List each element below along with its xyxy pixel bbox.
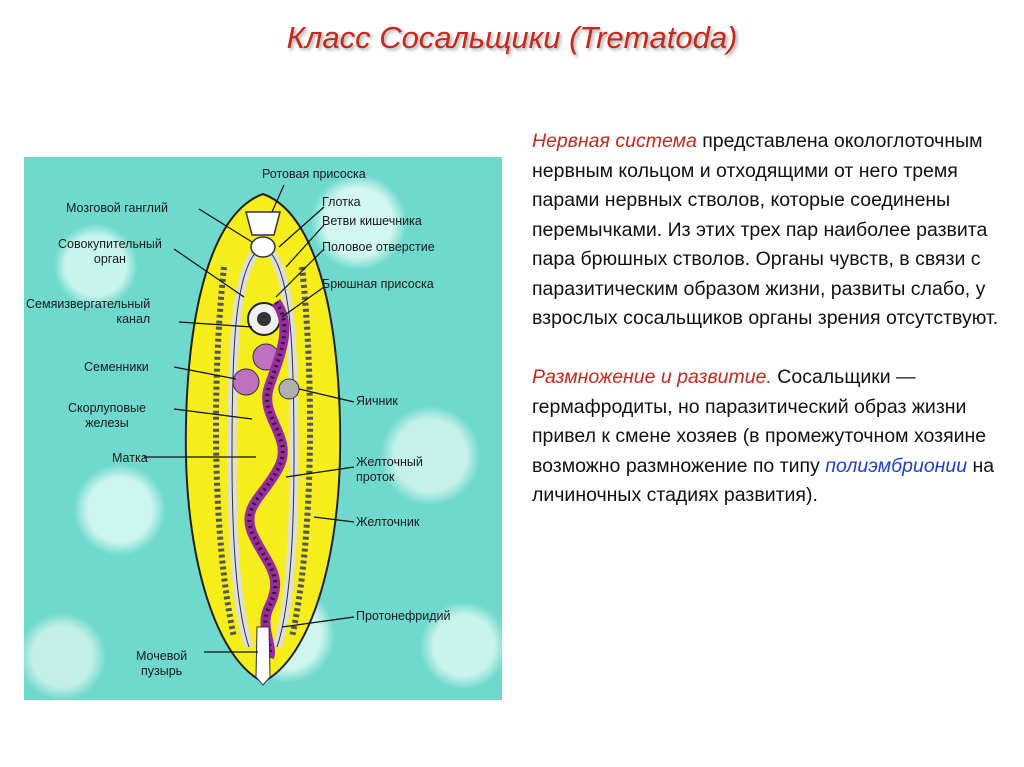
text-nervous-system: представлена окологлоточным нервным кольцом и отходящими от него тремя парами нервных стволов, которые соединены перемычками. Из этих трех пар наиболее развита пара брюшных стволов. Органы чувств, в связи с паразитическим образом жизни, развиты слабо, у взрослых сосальщиков органы зрения отсутствуют. xyxy=(532,130,999,329)
body-text xyxy=(532,127,1002,540)
testis-2 xyxy=(233,369,259,395)
label-copulatory-organ: Совокупительный орган xyxy=(58,237,162,266)
text-reproduction-2: на личиночных стадиях развития). xyxy=(532,454,995,506)
slide-title: Класс Сосальщики (Trematoda) xyxy=(286,20,738,55)
label-ventral-sucker: Брюшная присоска xyxy=(322,277,434,291)
label-bladder: Мочевой пузырь xyxy=(136,649,188,678)
pharynx xyxy=(251,237,275,257)
label-shell-glands: Скорлуповые железы xyxy=(68,401,146,430)
label-vitelline-duct: Желточный проток xyxy=(356,455,423,484)
label-protonephridium: Протонефридий xyxy=(356,609,451,623)
label-uterus: Матка xyxy=(112,451,148,465)
label-oral-sucker: Ротовая присоска xyxy=(262,167,366,181)
ovary xyxy=(279,379,299,399)
label-brain-ganglion: Мозговой ганглий xyxy=(66,201,168,215)
trematode-diagram xyxy=(24,157,502,700)
text-reproduction-1: Сосальщики — гермафродиты, но паразитический образ жизни привел к смене хозяев (в промежуточном хозяине возможно размножение по типу xyxy=(532,366,987,477)
label-ovary: Яичник xyxy=(356,394,398,408)
label-genital-opening: Половое отверстие xyxy=(322,240,435,254)
paragraph-reproduction xyxy=(532,363,1002,511)
paragraph-nervous-system xyxy=(532,127,1002,334)
heading-nervous-system: Нервная система xyxy=(532,130,697,152)
oral-sucker xyxy=(246,212,280,235)
label-intestine-branches: Ветви кишечника xyxy=(322,214,422,228)
heading-reproduction: Размножение и развитие. xyxy=(532,366,772,388)
label-ejaculatory-canal: Семяизвергательный канал xyxy=(26,297,151,326)
label-vitellarium: Желточник xyxy=(356,515,420,529)
bladder xyxy=(256,627,270,685)
label-testes: Семенники xyxy=(84,360,149,374)
link-polyembryony[interactable]: полиэмбрионии xyxy=(825,454,968,477)
label-pharynx: Глотка xyxy=(322,195,361,209)
